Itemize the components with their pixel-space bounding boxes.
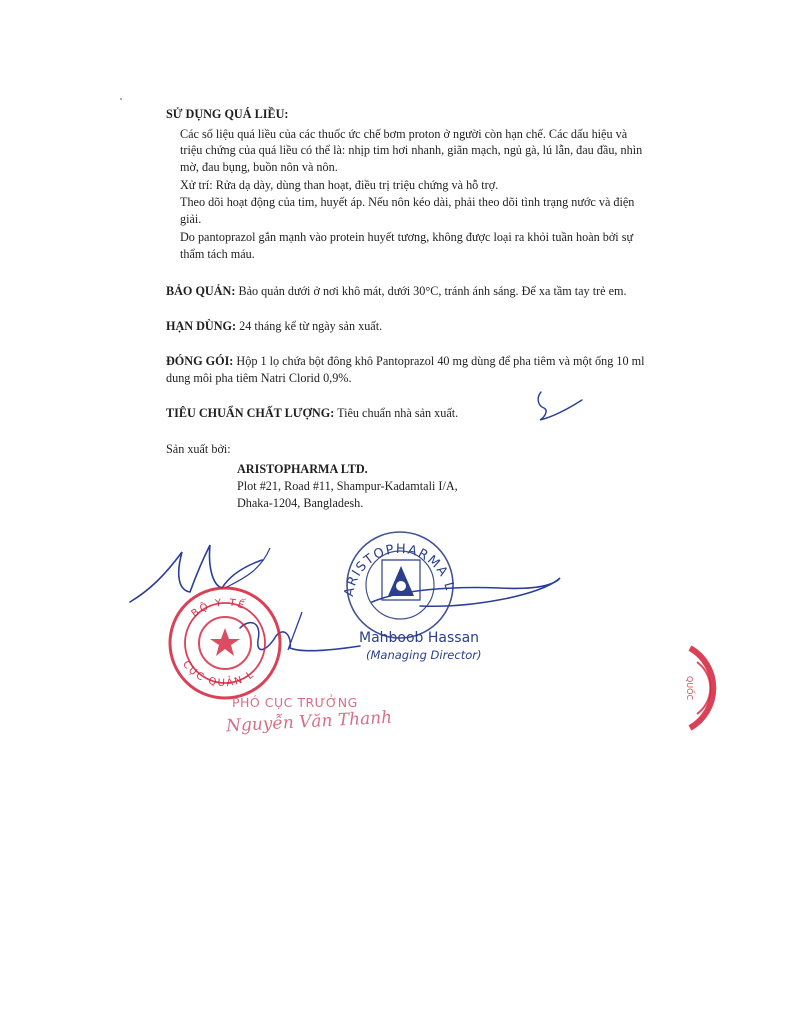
- manufacturer-address-2: Dhaka-1204, Bangladesh.: [237, 496, 364, 510]
- ministry-stamp-bottom-text: CỤC QUẢN L: [180, 658, 258, 690]
- manufacturer-name: ARISTOPHARMA LTD.: [237, 462, 368, 476]
- official-position: PHÓ CỤC TRƯỞNG: [232, 695, 358, 710]
- overdose-line-4: Xử trí: Rửa dạ dày, dùng than hoạt, điều trị triệu chứng và hỗ trợ.: [180, 178, 499, 192]
- expiry-text: 24 tháng kể từ ngày sản xuất.: [236, 319, 383, 333]
- overdose-line-2: triệu chứng của quá liều có thể là: nhịp tim hơi nhanh, giãn mạch, ngủ gà, lú lẫn, đau đầu, nhìn: [180, 143, 643, 157]
- signatory-title: (Managing Director): [366, 648, 482, 662]
- overdose-line-7: Do pantoprazol gắn mạnh vào protein huyết tương, không được loại ra khỏi tuần hoàn bởi sự: [180, 230, 634, 244]
- quality-label: TIÊU CHUẨN CHẤT LƯỢNG:: [166, 406, 335, 420]
- storage-label: BẢO QUẢN:: [166, 284, 236, 298]
- manufacturer-intro: Sản xuất bởi:: [166, 442, 231, 456]
- packing-text: Hộp 1 lọ chứa bột đông khô Pantoprazol 40 mg dùng để pha tiêm và một ống 10 ml: [233, 354, 645, 368]
- overdose-line-8: thẩm tách máu.: [180, 247, 255, 261]
- edge-stamp-text: QUỐC: [685, 676, 694, 701]
- expiry-label: HẠN DÙNG:: [166, 319, 237, 333]
- overdose-heading: SỬ DỤNG QUÁ LIỀU:: [166, 107, 289, 121]
- signatory-name: Mahboob Hassan: [359, 630, 480, 646]
- official-name: Nguyễn Văn Thanh: [225, 707, 393, 737]
- overdose-line-1: Các số liệu quá liều của các thuốc ức chế bơm proton ở người còn hạn chế. Các dấu hiệu và: [180, 127, 628, 141]
- quality-text: Tiêu chuẩn nhà sản xuất.: [334, 406, 459, 420]
- overdose-line-3: mờ, đau bụng, buồn nôn và nôn.: [180, 160, 338, 174]
- company-stamp-ring-text: ARISTOPHARMA L: [341, 541, 458, 598]
- ministry-stamp-top-text: BỘ Y TẾ: [189, 597, 248, 620]
- overdose-line-5: Theo dõi hoạt động của tim, huyết áp. Nếu nôn kéo dài, phải theo dõi tình trạng nước và điện: [180, 195, 635, 209]
- packing-label: ĐÓNG GÓI:: [166, 354, 234, 368]
- packing-line-2: dung môi pha tiêm Natri Clorid 0,9%.: [166, 371, 352, 385]
- overdose-line-6: giải.: [180, 212, 202, 226]
- storage-text: Bảo quản dưới ở nơi khô mát, dưới 30°C, tránh ánh sáng. Để xa tầm tay trẻ em.: [235, 284, 627, 298]
- manufacturer-address-1: Plot #21, Road #11, Shampur-Kadamtali I/A,: [237, 479, 458, 493]
